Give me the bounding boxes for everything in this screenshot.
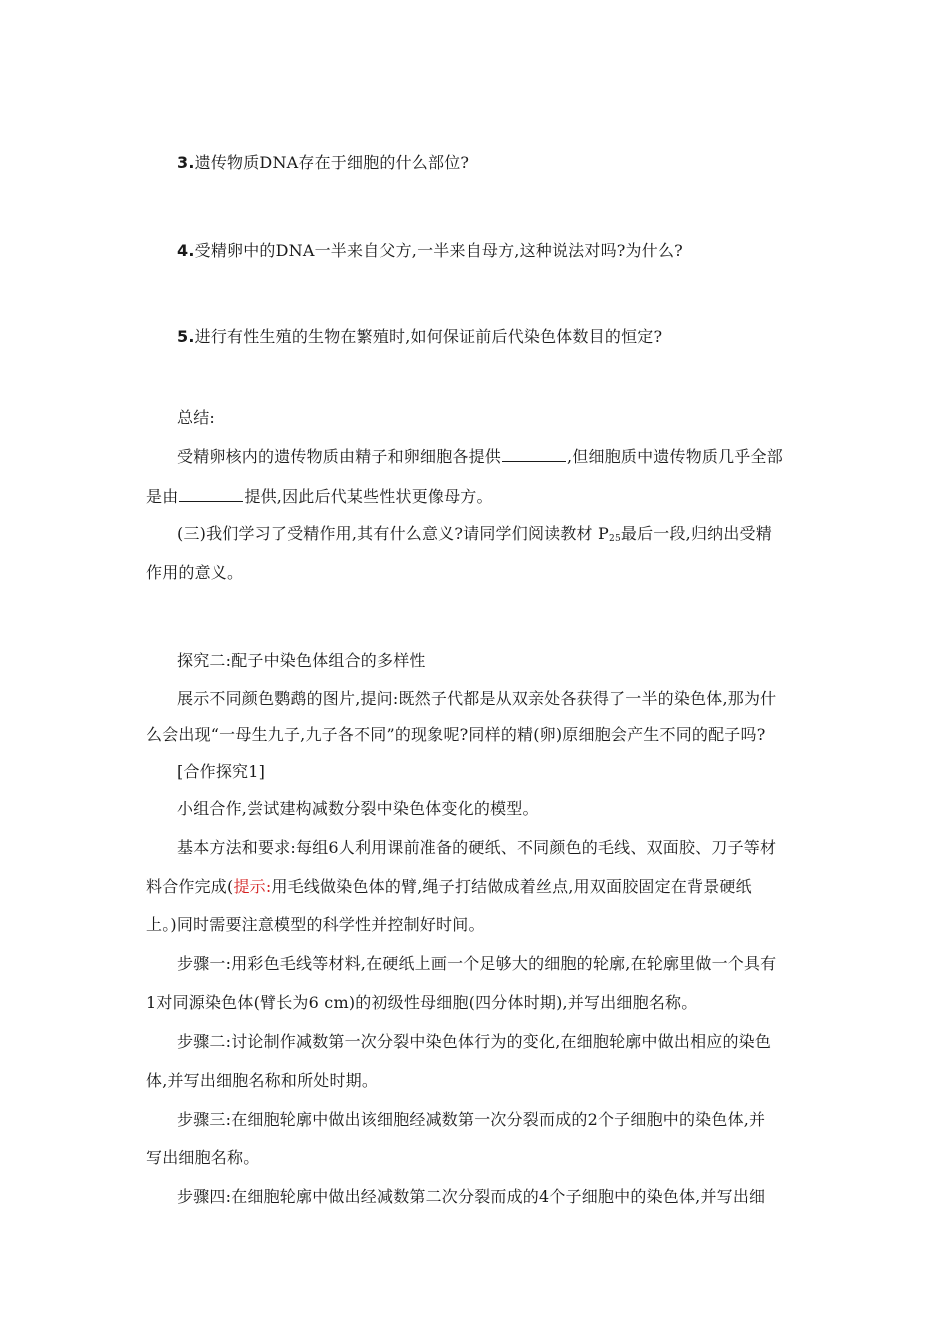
part3-text: 最后一段,归纳出受精 — [620, 524, 772, 543]
summary-line-1 — [177, 446, 783, 468]
summary-text: 受精卵核内的遗传物质由精子和卵细胞各提供 — [177, 447, 502, 466]
page-subscript: 25 — [609, 534, 621, 544]
summary-text: 提供,因此后代某些性状更像母方。 — [244, 487, 493, 506]
explore2-intro-1: 展示不同颜色鹦鹉的图片,提问:既然子代都是从双亲处各获得了一半的染色体,那为什 — [177, 689, 777, 708]
step4-line-1: 步骤四:在细胞轮廓中做出经减数第二次分裂而成的4个子细胞中的染色体,并写出细 — [177, 1187, 766, 1206]
question-3 — [177, 152, 469, 174]
method-line-3: 上。)同时需要注意模型的科学性并控制好时间。 — [146, 915, 485, 934]
coop-line: 小组合作,尝试建构减数分裂中染色体变化的模型。 — [177, 799, 539, 818]
method-line-2 — [146, 876, 752, 898]
part3-line-2: 作用的意义。 — [146, 563, 244, 582]
summary-text: 是由 — [146, 487, 179, 506]
part3-line-1 — [177, 523, 772, 550]
question-number: 4. — [177, 241, 195, 260]
hint-label: 提示: — [233, 877, 272, 896]
step1-line-1: 步骤一:用彩色毛线等材料,在硬纸上画一个足够大的细胞的轮廓,在轮廓里做一个具有 — [177, 954, 777, 973]
step3-line-2: 写出细胞名称。 — [146, 1148, 260, 1167]
explore2-intro-2: 么会出现“一母生九子,九子各不同”的现象呢?同样的精(卵)原细胞会产生不同的配子吗? — [146, 725, 766, 744]
method-line-1: 基本方法和要求:每组6人利用课前准备的硬纸、不同颜色的毛线、双面胶、刀子等材 — [177, 838, 777, 857]
fill-blank — [502, 446, 566, 462]
question-5 — [177, 326, 662, 348]
step2-line-2: 体,并写出细胞名称和所处时期。 — [146, 1071, 379, 1090]
explore2-heading: 探究二:配子中染色体组合的多样性 — [177, 651, 426, 670]
question-text: 遗传物质DNA存在于细胞的什么部位? — [194, 153, 470, 172]
question-text: 进行有性生殖的生物在繁殖时,如何保证前后代染色体数目的恒定? — [194, 327, 663, 346]
step3-line-1: 步骤三:在细胞轮廓中做出该细胞经减数第一次分裂而成的2个子细胞中的染色体,并 — [177, 1110, 766, 1129]
question-number: 3. — [177, 153, 195, 172]
method-text: 料合作完成( — [146, 877, 234, 896]
summary-line-2 — [146, 486, 493, 508]
fill-blank — [179, 486, 243, 502]
method-text: 用毛线做染色体的臂,绳子打结做成着丝点,用双面胶固定在背景硬纸 — [271, 877, 752, 896]
question-4 — [177, 240, 683, 262]
summary-text: ,但细胞质中遗传物质几乎全部 — [567, 447, 783, 466]
question-text: 受精卵中的DNA一半来自父方,一半来自母方,这种说法对吗?为什么? — [194, 241, 683, 260]
coop-heading: [合作探究1] — [177, 762, 266, 781]
part3-text: (三)我们学习了受精作用,其有什么意义?请同学们阅读教材 P — [177, 524, 610, 543]
step2-line-1: 步骤二:讨论制作减数第一次分裂中染色体行为的变化,在细胞轮廓中做出相应的染色 — [177, 1032, 772, 1051]
summary-heading: 总结: — [177, 408, 215, 427]
question-number: 5. — [177, 327, 195, 346]
step1-line-2: 1对同源染色体(臂长为6 cm)的初级性母细胞(四分体时期),并写出细胞名称。 — [146, 993, 698, 1012]
